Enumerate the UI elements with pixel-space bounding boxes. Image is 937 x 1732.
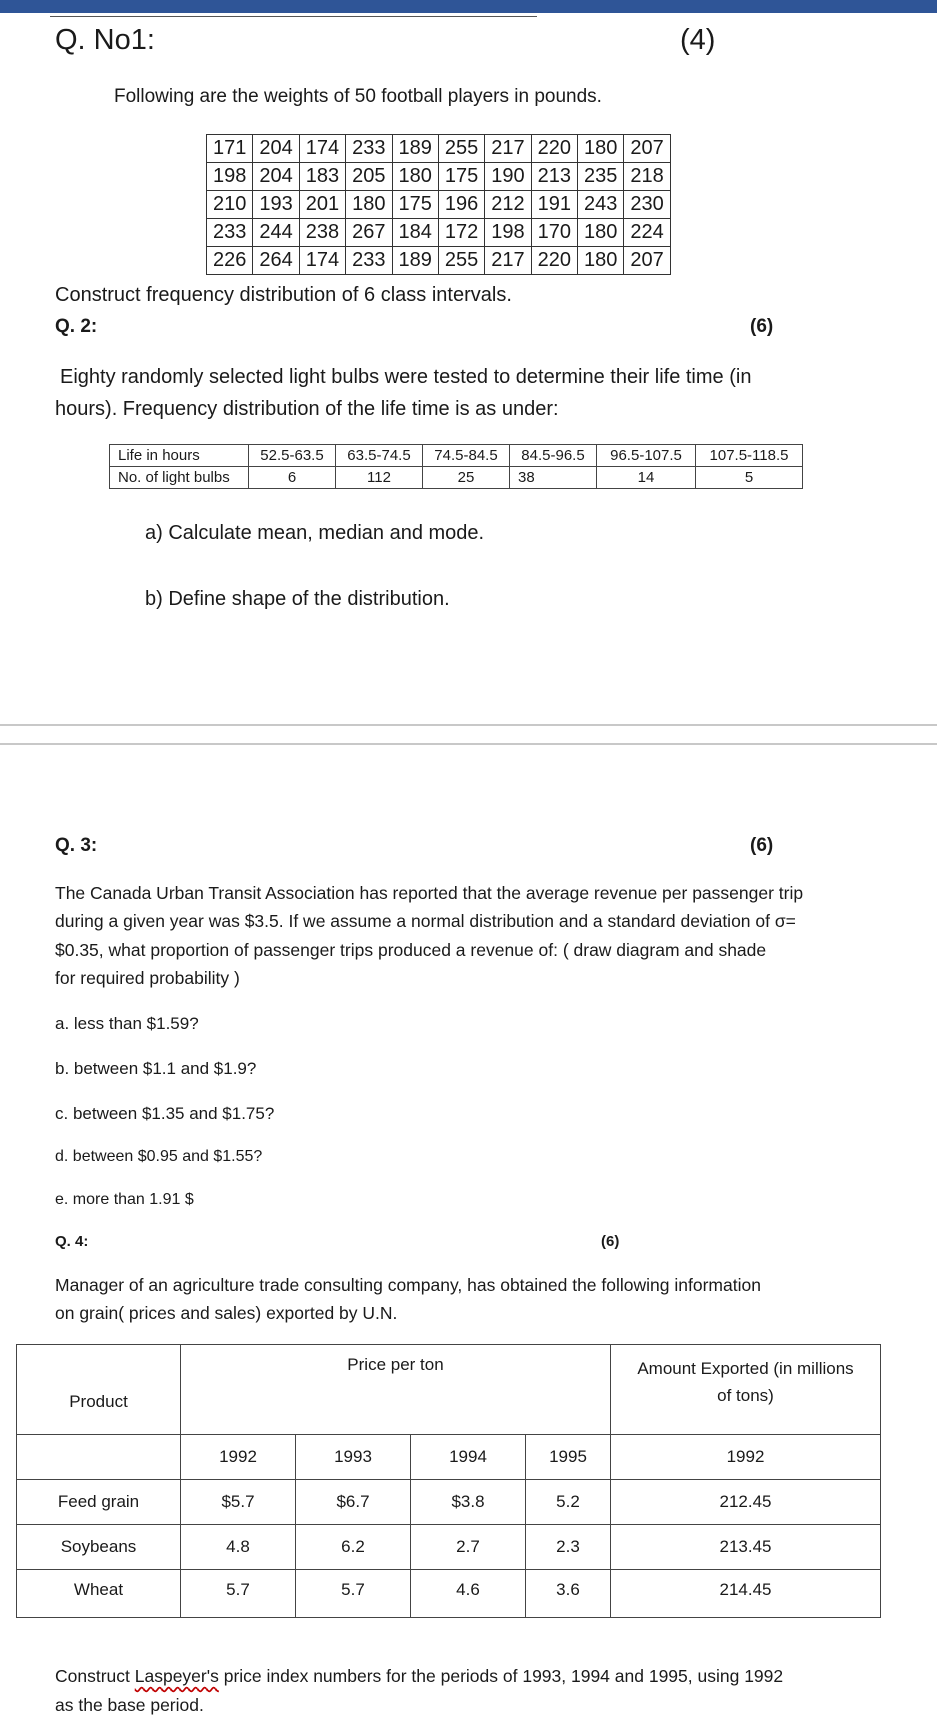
weight-cell: 244 (253, 219, 299, 247)
weight-cell: 210 (207, 191, 253, 219)
q4-intro-line1: Manager of an agriculture trade consulting company, has obtained the following information (55, 1275, 761, 1295)
laspeyers-word: Laspeyer's (134, 1666, 219, 1686)
amount-header-line2: of tons) (717, 1386, 774, 1405)
interval-cell: 84.5-96.5 (510, 445, 597, 467)
weight-cell: 180 (346, 191, 392, 219)
q1-title: Q. No1: (55, 24, 155, 56)
interval-cell: 52.5-63.5 (249, 445, 336, 467)
q2-title: Q. 2: (55, 316, 98, 337)
table-row (110, 467, 803, 489)
table-row (207, 135, 671, 163)
year-header: 1993 (296, 1435, 411, 1480)
price-cell: 2.3 (526, 1525, 611, 1570)
weight-cell: 212 (485, 191, 531, 219)
table-header-row (17, 1345, 881, 1435)
interval-cell: 107.5-118.5 (696, 445, 803, 467)
interval-cell: 63.5-74.5 (336, 445, 423, 467)
price-cell: $5.7 (181, 1480, 296, 1525)
q3-line3: $0.35, what proportion of passenger trips produced a revenue of: ( draw diagram and shade (55, 940, 767, 960)
weight-cell: 201 (299, 191, 345, 219)
amount-year-header: 1992 (611, 1435, 881, 1480)
weight-cell: 218 (624, 163, 670, 191)
q3-line1: The Canada Urban Transit Association has reported that the average revenue per passenger trip (55, 883, 804, 903)
top-color-band (0, 0, 937, 13)
weight-cell: 174 (299, 247, 345, 275)
product-cell: Soybeans (17, 1525, 181, 1570)
q1-instruction: Construct frequency distribution of 6 class intervals. (55, 284, 512, 306)
weight-cell: 189 (392, 135, 438, 163)
price-cell: 4.8 (181, 1525, 296, 1570)
count-cell: 25 (423, 467, 510, 489)
weights-table (206, 134, 671, 275)
interval-cell: 74.5-84.5 (423, 445, 510, 467)
weight-cell: 190 (485, 163, 531, 191)
weight-cell: 191 (531, 191, 577, 219)
product-cell: Wheat (17, 1570, 181, 1618)
weight-cell: 183 (299, 163, 345, 191)
price-cell: 4.6 (411, 1570, 526, 1618)
weight-cell: 207 (624, 135, 670, 163)
top-rule (50, 16, 537, 17)
amount-header-line1: Amount Exported (in millions (637, 1359, 854, 1378)
q3-part-c: c. between $1.35 and $1.75? (55, 1104, 275, 1123)
weight-cell: 174 (299, 135, 345, 163)
table-row (207, 163, 671, 191)
weight-cell: 217 (485, 135, 531, 163)
amount-cell: 212.45 (611, 1480, 881, 1525)
weight-cell: 226 (207, 247, 253, 275)
amount-cell: 214.45 (611, 1570, 881, 1618)
weight-cell: 204 (253, 163, 299, 191)
weight-cell: 175 (392, 191, 438, 219)
row-label-life: Life in hours (110, 445, 249, 467)
weight-cell: 220 (531, 135, 577, 163)
q1-intro: Following are the weights of 50 football players in pounds. (114, 86, 602, 107)
closing-post: price index numbers for the periods of 1993, 1994 and 1995, using 1992 (218, 1666, 784, 1686)
weight-cell: 230 (624, 191, 670, 219)
q4-marks: (6) (601, 1233, 620, 1250)
weight-cell: 172 (438, 219, 484, 247)
q2-intro-line2: hours). Frequency distribution of the life time is as under: (55, 398, 559, 420)
interval-cell: 96.5-107.5 (597, 445, 696, 467)
product-cell: Feed grain (17, 1480, 181, 1525)
price-cell: 5.7 (296, 1570, 411, 1618)
count-cell: 6 (249, 467, 336, 489)
weight-cell: 264 (253, 247, 299, 275)
page-divider (0, 724, 937, 726)
count-cell: 38 (510, 467, 597, 489)
weight-cell: 204 (253, 135, 299, 163)
table-row (17, 1525, 881, 1570)
weight-cell: 238 (299, 219, 345, 247)
weight-cell: 170 (531, 219, 577, 247)
q4-closing-line2: as the base period. (55, 1695, 204, 1715)
amount-header (611, 1345, 881, 1435)
q3-part-d: d. between $0.95 and $1.55? (55, 1148, 263, 1165)
amount-cell: 213.45 (611, 1525, 881, 1570)
price-cell: 5.2 (526, 1480, 611, 1525)
year-header: 1992 (181, 1435, 296, 1480)
empty-cell (17, 1435, 181, 1480)
weight-cell: 171 (207, 135, 253, 163)
q2-marks: (6) (750, 316, 774, 337)
weight-cell: 198 (207, 163, 253, 191)
weight-cell: 220 (531, 247, 577, 275)
year-header: 1994 (411, 1435, 526, 1480)
weight-cell: 233 (346, 135, 392, 163)
weight-cell: 189 (392, 247, 438, 275)
table-row (110, 445, 803, 467)
table-row (207, 191, 671, 219)
weight-cell: 198 (485, 219, 531, 247)
price-cell: 5.7 (181, 1570, 296, 1618)
weight-cell: 235 (578, 163, 624, 191)
closing-pre: Construct (55, 1666, 135, 1686)
bulbs-table (109, 444, 803, 489)
price-cell: $3.8 (411, 1480, 526, 1525)
weight-cell: 233 (207, 219, 253, 247)
weight-cell: 213 (531, 163, 577, 191)
weight-cell: 243 (578, 191, 624, 219)
weight-cell: 207 (624, 247, 670, 275)
weight-cell: 217 (485, 247, 531, 275)
weight-cell: 267 (346, 219, 392, 247)
table-row (207, 247, 671, 275)
weight-cell: 255 (438, 247, 484, 275)
q1-marks: (4) (680, 24, 716, 56)
price-cell: 2.7 (411, 1525, 526, 1570)
weight-cell: 180 (578, 247, 624, 275)
q3-part-b: b. between $1.1 and $1.9? (55, 1059, 257, 1078)
price-cell: $6.7 (296, 1480, 411, 1525)
q3-title: Q. 3: (55, 835, 98, 856)
weight-cell: 180 (578, 219, 624, 247)
count-cell: 14 (597, 467, 696, 489)
count-cell: 112 (336, 467, 423, 489)
weight-cell: 175 (438, 163, 484, 191)
year-header: 1995 (526, 1435, 611, 1480)
weight-cell: 180 (578, 135, 624, 163)
weight-cell: 233 (346, 247, 392, 275)
weight-cell: 196 (438, 191, 484, 219)
table-row (17, 1570, 881, 1618)
q3-marks: (6) (750, 835, 774, 856)
price-cell: 3.6 (526, 1570, 611, 1618)
weight-cell: 255 (438, 135, 484, 163)
weight-cell: 193 (253, 191, 299, 219)
product-header: Product (17, 1345, 181, 1435)
table-row (17, 1435, 881, 1480)
q3-part-e: e. more than 1.91 $ (55, 1191, 194, 1208)
table-row (17, 1480, 881, 1525)
price-header: Price per ton (181, 1345, 611, 1435)
grain-table (16, 1344, 881, 1618)
q4-intro-line2: on grain( prices and sales) exported by U.N. (55, 1303, 398, 1323)
q2-part-b: b) Define shape of the distribution. (145, 588, 450, 610)
row-label-count: No. of light bulbs (110, 467, 249, 489)
weight-cell: 224 (624, 219, 670, 247)
q3-line2: during a given year was $3.5. If we assume a normal distribution and a standard deviation of σ= (55, 911, 796, 931)
weight-cell: 180 (392, 163, 438, 191)
page-divider (0, 743, 937, 745)
table-row (207, 219, 671, 247)
count-cell: 5 (696, 467, 803, 489)
q4-closing-line1 (55, 1666, 783, 1687)
price-cell: 6.2 (296, 1525, 411, 1570)
weight-cell: 205 (346, 163, 392, 191)
q4-title: Q. 4: (55, 1233, 89, 1250)
q2-part-a: a) Calculate mean, median and mode. (145, 522, 485, 544)
q3-line4: for required probability ) (55, 968, 240, 988)
weight-cell: 184 (392, 219, 438, 247)
q2-intro-line1: Eighty randomly selected light bulbs were tested to determine their life time (in (60, 366, 752, 388)
q3-part-a: a. less than $1.59? (55, 1014, 199, 1033)
